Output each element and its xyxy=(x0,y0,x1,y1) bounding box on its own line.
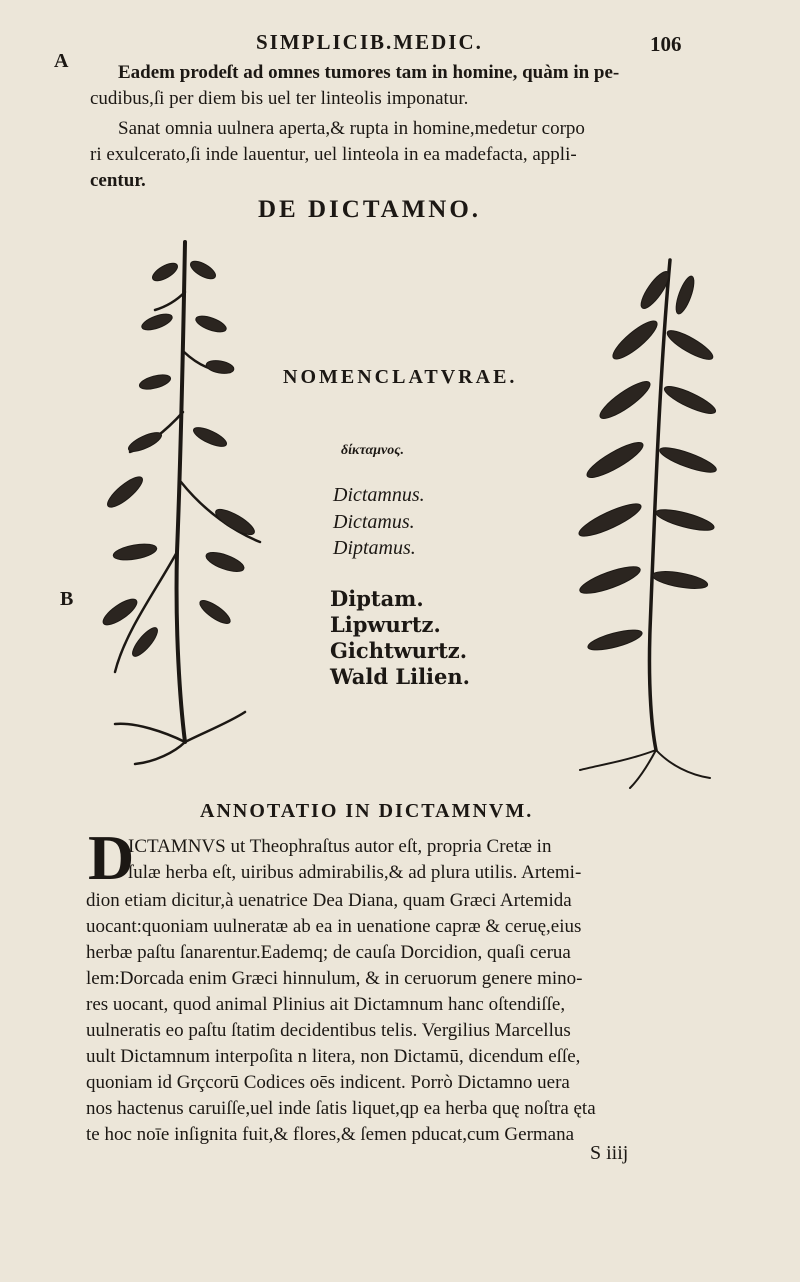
german-name-4: Wald Lilien. xyxy=(330,664,470,689)
folio-number: 106 xyxy=(650,32,682,56)
annotation-line-12: te hoc noīe inſignita fuit,& flores,& ſemen pducat,cum Germana xyxy=(86,1124,575,1145)
latin-name-2: Dictamus. xyxy=(333,511,415,533)
margin-letter-b: B xyxy=(60,588,74,610)
german-name-1: Diptam. xyxy=(330,586,424,611)
intro-line-4: ri exulcerato,ſi inde lauentur, uel linteola in ea madefacta, appli- xyxy=(90,144,577,165)
left-plant-illustration xyxy=(85,232,285,772)
greek-name: δίκταμνος. xyxy=(341,443,404,458)
annotation-line-8: uulneratis eo paſtu ſtatim decidentibus telis. Vergilius Marcellus xyxy=(86,1020,571,1041)
running-title: SIMPLICIB.MEDIC. xyxy=(256,30,483,54)
annotation-title: ANNOTATIO IN DICTAMNVM. xyxy=(200,800,534,822)
intro-line-2: cudibus,ſi per diem bis uel ter linteolis imponatur. xyxy=(90,88,469,109)
annotation-line-6: lem:Dorcada enim Græci hinnulum, & in ceruorum genere mino- xyxy=(86,968,583,989)
margin-letter-a: A xyxy=(54,50,69,72)
drop-cap: D xyxy=(88,822,135,893)
section-title: DE DICTAMNO. xyxy=(258,196,482,223)
latin-name-1: Dictamnus. xyxy=(333,484,425,506)
signature-mark: S iiij xyxy=(590,1142,629,1164)
annotation-line-11: nos hactenus caruiſſe,uel inde ſatis liquet,qp ea herba quę noſtra ęta xyxy=(86,1098,596,1119)
annotation-line-1: ICTAMNVS ut Theophraſtus autor eſt, propria Cretæ in xyxy=(128,836,552,857)
annotation-line-2: ſulæ herba eſt, uiribus admirabilis,& ad plura utilis. Artemi- xyxy=(128,862,582,883)
annotation-line-10: quoniam id Grçcorū Codices oēs indicent. Porrò Dictamno uera xyxy=(86,1072,570,1093)
intro-line-1: Eadem prodeſt ad omnes tumores tam in homine, quàm in pe- xyxy=(118,62,620,83)
annotation-line-4: uocant:quoniam uulneratæ ab ea in uenatione capræ & ceruę,eius xyxy=(86,916,582,937)
annotation-line-9: uult Dictamnum interpoſita n litera, non Dictamū, dicendum eſſe, xyxy=(86,1046,581,1067)
german-name-2: Lipwurtz. xyxy=(330,612,441,637)
nomenclature-title: NOMENCLATVRAE. xyxy=(283,366,518,388)
intro-line-3: Sanat omnia uulnera aperta,& rupta in homine,medetur corpo xyxy=(118,118,585,139)
annotation-line-5: herbæ paſtu ſanarentur.Eademq; de cauſa Dorcidion, quaſi cerua xyxy=(86,942,571,963)
latin-name-3: Diptamus. xyxy=(333,537,416,559)
intro-line-5: centur. xyxy=(90,170,146,191)
german-name-3: Gichtwurtz. xyxy=(330,638,468,663)
right-plant-illustration xyxy=(560,250,720,790)
annotation-line-7: res uocant, quod animal Plinius ait Dictamnum hanc oſtendiſſe, xyxy=(86,994,566,1015)
annotation-line-3: dion etiam dicitur,à uenatrice Dea Diana, quam Græci Artemida xyxy=(86,890,572,911)
